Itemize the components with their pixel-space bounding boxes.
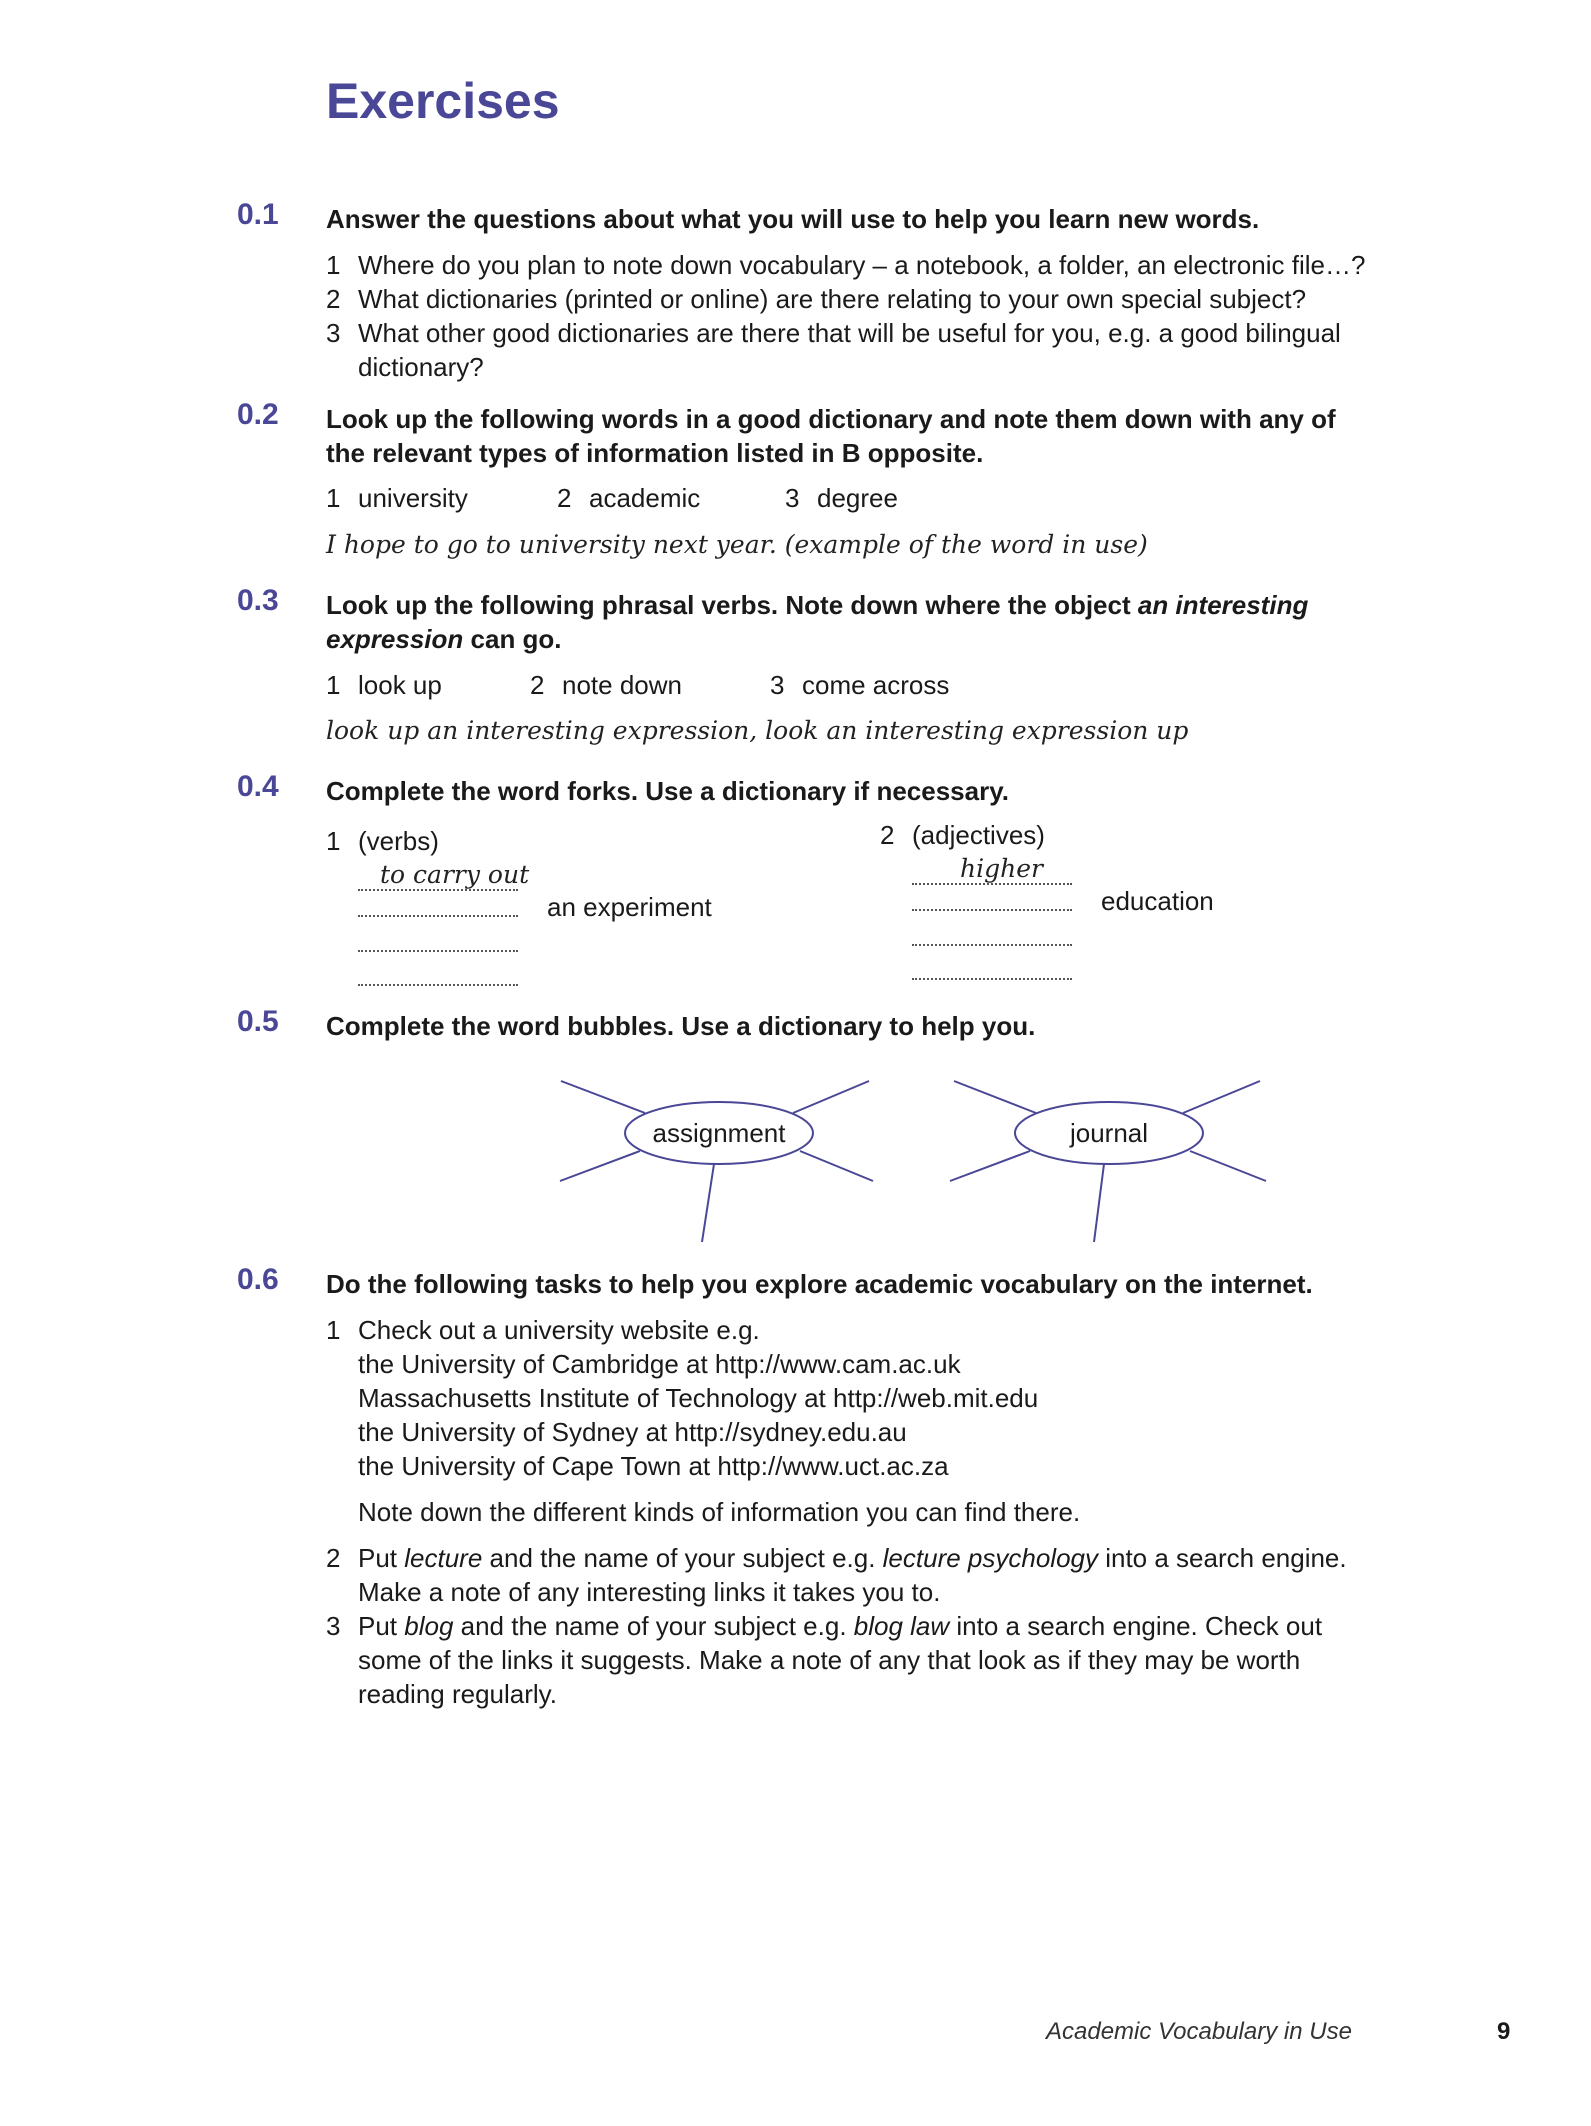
bubble-word-assignment: assignment <box>652 1118 786 1148</box>
footer-book-title: Academic Vocabulary in Use <box>1046 2018 1352 2045</box>
website-line: the University of Sydney at http://sydney.edu.au <box>358 1417 907 1447</box>
bubble-spoke <box>954 1081 1036 1113</box>
list-item: 1 Check out a university website e.g. <box>326 1315 760 1345</box>
answer-blank[interactable] <box>358 984 518 986</box>
example-answer: look up an interesting expression, look an interesting expression up <box>326 716 1189 745</box>
list-item: 3 What other good dictionaries are there that will be useful for you, e.g. a good bilingual <box>326 318 1341 348</box>
answer-blank[interactable] <box>912 909 1072 911</box>
bubble-spoke <box>800 1151 873 1181</box>
exercise-number-0-1: 0.1 <box>237 198 279 231</box>
exercise-instruction-0-4: Complete the word forks. Use a dictionary if necessary. <box>326 776 1009 806</box>
page-number: 9 <box>1497 2018 1511 2045</box>
list-item: 2 What dictionaries (printed or online) are there relating to your own special subject? <box>326 284 1307 314</box>
fork-word: an experiment <box>547 892 712 922</box>
exercise-number-0-3: 0.3 <box>237 584 279 617</box>
exercise-instruction-0-6: Do the following tasks to help you explore academic vocabulary on the internet. <box>326 1269 1313 1299</box>
answer-blank[interactable] <box>912 978 1072 980</box>
word-item: 1 look up <box>326 670 442 700</box>
bubble-spoke <box>702 1164 714 1242</box>
answer-blank[interactable] <box>358 950 518 952</box>
list-item-continuation: Make a note of any interesting links it takes you to. <box>358 1577 941 1607</box>
word-item: 3 come across <box>770 670 950 700</box>
exercise-instruction-0-1: Answer the questions about what you will use to help you learn new words. <box>326 204 1260 234</box>
word-item: 2 academic <box>557 483 701 513</box>
fork-answer: to carry out <box>380 860 530 889</box>
list-item-continuation: dictionary? <box>358 352 484 382</box>
exercise-number-0-4: 0.4 <box>237 770 279 803</box>
word-fork-label: 2 (adjectives) <box>880 820 1045 850</box>
item-note: Note down the different kinds of information you can find there. <box>358 1497 1081 1527</box>
bubble-spoke <box>793 1081 869 1113</box>
exercise-instruction-0-3: Look up the following phrasal verbs. Note down where the object an interesting expression can go. <box>326 590 1309 654</box>
list-item-continuation: reading regularly. <box>358 1679 557 1709</box>
list-item: 3 Put blog and the name of your subject e.g. blog law into a search engine. Check out <box>326 1611 1323 1641</box>
list-item: 1 Where do you plan to note down vocabulary – a notebook, a folder, an electronic file…? <box>326 250 1366 280</box>
exercise-instruction-0-5: Complete the word bubbles. Use a dictionary to help you. <box>326 1011 1036 1041</box>
bubble-word-journal: journal <box>1069 1118 1149 1148</box>
word-item: 3 degree <box>785 483 898 513</box>
exercise-number-0-5: 0.5 <box>237 1005 279 1038</box>
word-item: 1 university <box>326 483 468 513</box>
word-item: 2 note down <box>530 670 682 700</box>
page-title: Exercises <box>326 73 560 129</box>
list-item: 2 Put lecture and the name of your subject e.g. lecture psychology into a search engine. <box>326 1543 1347 1573</box>
exercise-instruction-0-2: Look up the following words in a good dictionary and note them down with any of the relevant types of information listed in B opposite. <box>326 404 1336 468</box>
fork-answer: higher <box>960 854 1043 883</box>
website-line: the University of Cambridge at http://www.cam.ac.uk <box>358 1349 961 1379</box>
exercise-number-0-2: 0.2 <box>237 398 279 431</box>
bubble-spoke <box>950 1151 1030 1181</box>
answer-blank[interactable] <box>912 944 1072 946</box>
answer-blank[interactable] <box>358 889 518 891</box>
bubble-spoke <box>1190 1151 1266 1181</box>
fork-word: education <box>1101 886 1214 916</box>
example-answer: I hope to go to university next year. (example of the word in use) <box>326 530 1148 559</box>
bubble-spoke <box>561 1081 645 1113</box>
answer-blank[interactable] <box>358 915 518 917</box>
bubble-spoke <box>560 1151 640 1181</box>
word-fork-label: 1 (verbs) <box>326 826 439 856</box>
website-line: the University of Cape Town at http://www.uct.ac.za <box>358 1451 949 1481</box>
answer-blank[interactable] <box>912 883 1072 885</box>
list-item-continuation: some of the links it suggests. Make a note of any that look as if they may be worth <box>358 1645 1301 1675</box>
exercise-number-0-6: 0.6 <box>237 1263 279 1296</box>
bubble-spoke <box>1094 1164 1104 1242</box>
bubble-spoke <box>1183 1081 1260 1113</box>
website-line: Massachusetts Institute of Technology at http://web.mit.edu <box>358 1383 1039 1413</box>
